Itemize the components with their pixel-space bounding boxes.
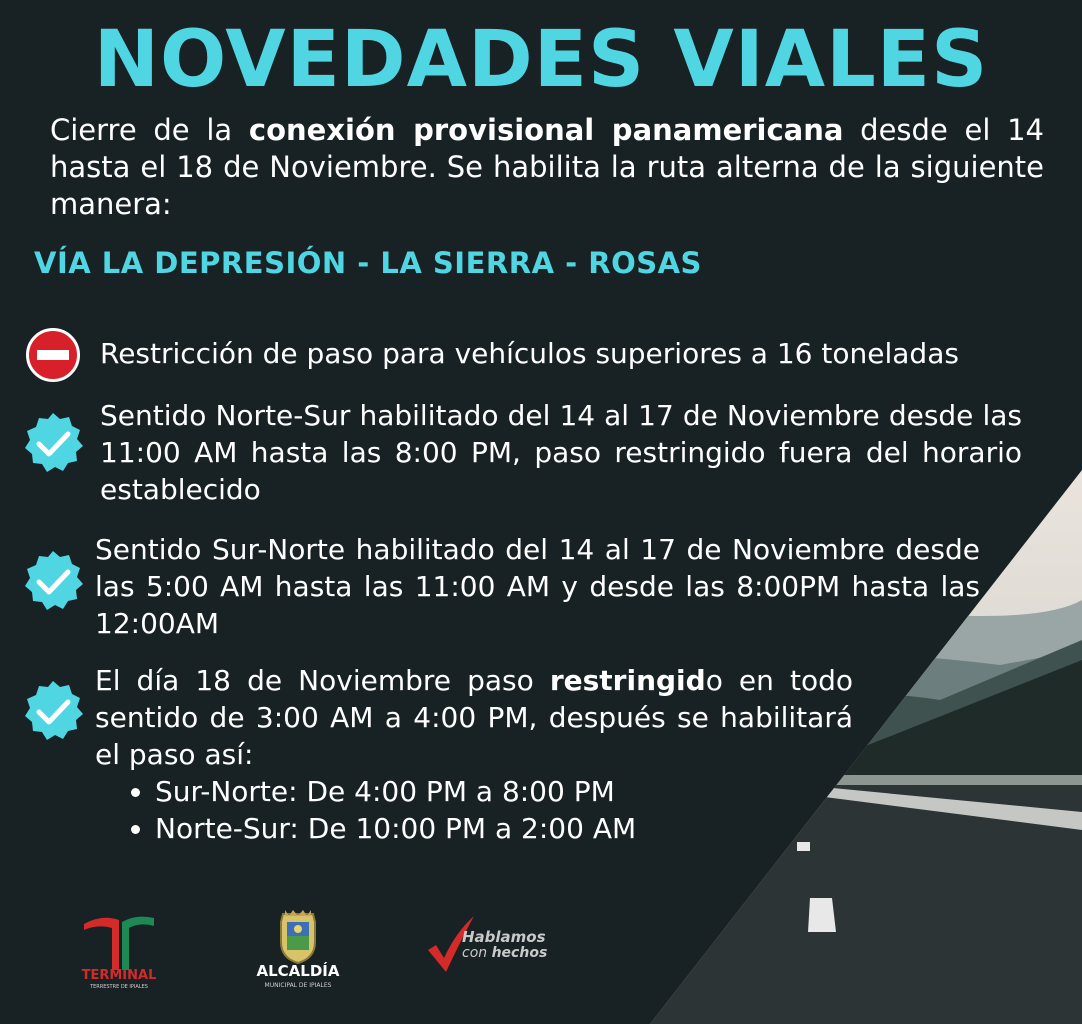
hablamos-logo-line1: Hablamos: [462, 928, 546, 946]
check-badge-icon: [22, 680, 84, 742]
intro-text-bold: conexión provisional panamericana: [248, 113, 844, 147]
terminal-logo-name: TERMINAL: [81, 968, 157, 983]
alternate-route-heading: VÍA LA DEPRESIÓN - LA SIERRA - ROSAS: [34, 246, 702, 280]
ipiales-coat-of-arms-icon: [275, 908, 321, 964]
alcaldia-logo-name: ALCALDÍA: [256, 962, 340, 980]
nov-18-text-end: o en todo sentido de 3:00 AM a 4:00 PM, después se habilitará el paso así:: [95, 664, 853, 771]
south-north-schedule-text: Sentido Sur-Norte habilitado del 14 al 17 de Noviembre desde las 5:00 AM hasta las 11:00 AM y desde las 8:00PM hasta las 12:00AM: [95, 533, 980, 640]
nov-18-text-start: El día 18 de Noviembre paso: [95, 664, 550, 697]
hablamos-logo-con: con: [462, 945, 492, 961]
no-entry-icon: [26, 328, 80, 382]
check-badge-icon: [22, 412, 84, 474]
nov-18-schedule-text: [95, 662, 853, 847]
list-item: • Sur-Norte: De 4:00 PM a 8:00 PM: [155, 773, 853, 810]
list-item: • Norte-Sur: De 10:00 PM a 2:00 AM: [155, 810, 853, 847]
nov-18-text-bold: restringid: [549, 664, 706, 697]
check-badge-icon: [22, 550, 84, 612]
alcaldia-logo-subtitle: MUNICIPAL DE IPIALES: [264, 982, 332, 989]
schedule-list: [95, 773, 853, 847]
hablamos-logo-line2: [462, 945, 547, 961]
page-title: NOVEDADES VIALES: [93, 15, 989, 105]
intro-text-start: Cierre de la: [50, 113, 249, 147]
terminal-logo-subtitle: TERRESTRE DE IPIALES: [90, 984, 148, 990]
intro-text-end: desde el 14 hasta el 18 de Noviembre. Se habilita la ruta alterna de la siguiente manera:: [50, 113, 1044, 221]
restriction-text: Restricción de paso para vehículos superiores a 16 toneladas: [100, 337, 959, 370]
north-south-schedule-text: Sentido Norte-Sur habilitado del 14 al 17 de Noviembre desde las 11:00 AM hasta las 8:00 PM, paso restringido fuera del horario establecido: [100, 399, 1022, 506]
intro-paragraph: [50, 112, 1044, 223]
terminal-logo-icon: [82, 912, 156, 972]
hablamos-logo-hechos: hechos: [491, 945, 548, 961]
